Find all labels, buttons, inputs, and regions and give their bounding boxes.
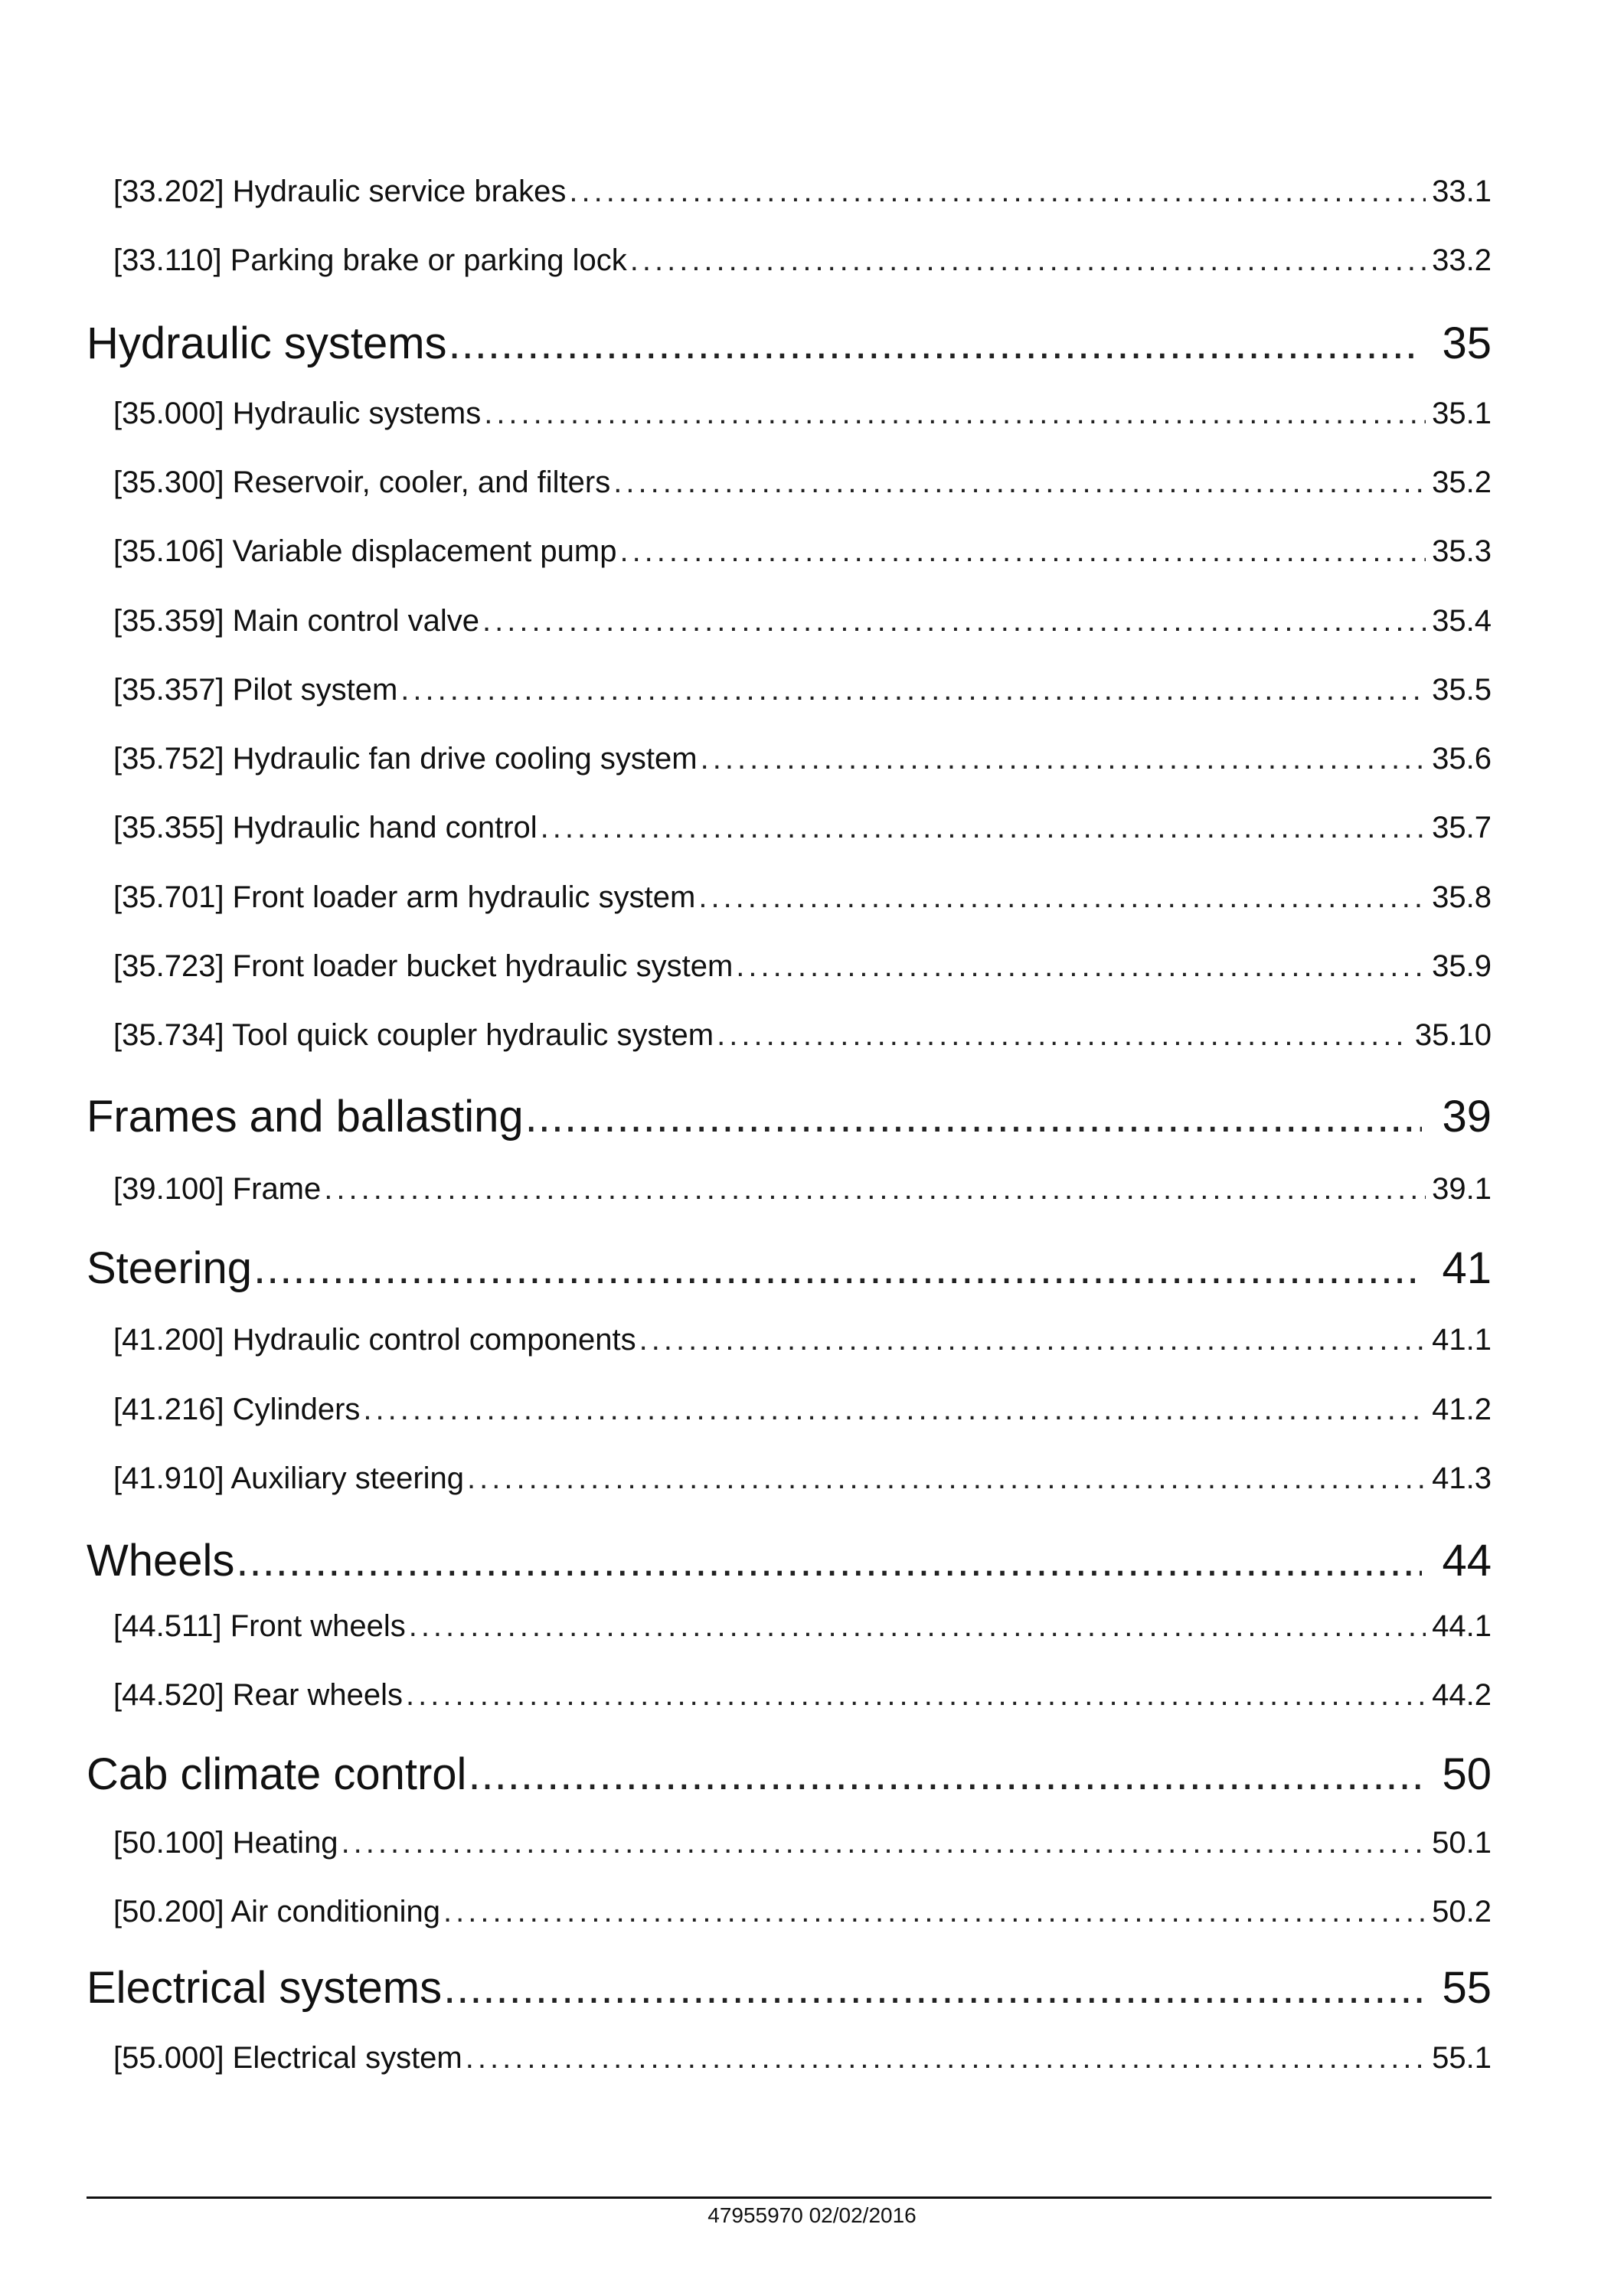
toc-page-number: 35 [1442, 318, 1492, 368]
toc-label: Wheels [87, 1536, 235, 1586]
toc-label: [39.100] Frame [113, 1172, 322, 1206]
toc-page-number: 44 [1442, 1536, 1492, 1586]
toc-page-number: 35.2 [1432, 465, 1492, 499]
toc-page-number: 44.1 [1432, 1609, 1492, 1643]
toc-page-number: 55 [1442, 1963, 1492, 2013]
toc-label: Frames and ballasting [87, 1092, 524, 1141]
toc-entry[interactable] [113, 1018, 1492, 1053]
toc-page-number: 35.7 [1432, 811, 1492, 844]
toc-label: [35.752] Hydraulic fan drive cooling system [113, 742, 698, 776]
toc-label: [35.723] Front loader bucket hydraulic system [113, 949, 734, 983]
toc-label: Steering [87, 1243, 253, 1293]
toc-page-number: 35.4 [1432, 604, 1492, 638]
toc-entry[interactable] [113, 949, 1492, 984]
toc-entry[interactable] [113, 1462, 1492, 1496]
toc-entry[interactable] [113, 1609, 1492, 1644]
dot-leader [698, 880, 1426, 915]
dot-leader [482, 604, 1426, 639]
toc-label: [41.216] Cylinders [113, 1393, 361, 1426]
toc-page-number: 35.5 [1432, 673, 1492, 707]
toc-page-number: 35.9 [1432, 949, 1492, 983]
dot-leader [736, 949, 1426, 984]
toc-page-number: 41 [1442, 1243, 1492, 1293]
toc-page-number: 33.2 [1432, 243, 1492, 277]
dot-leader [630, 243, 1426, 278]
toc-section[interactable] [87, 1091, 1492, 1142]
dot-leader [466, 2041, 1426, 2076]
toc-entry[interactable] [113, 880, 1492, 915]
toc-section[interactable] [87, 1749, 1492, 1800]
toc-page-number: 50.1 [1432, 1826, 1492, 1860]
toc-entry[interactable] [113, 1172, 1492, 1207]
dot-leader [341, 1826, 1426, 1860]
toc-label: [55.000] Electrical system [113, 2041, 462, 2075]
toc-label: [50.100] Heating [113, 1826, 338, 1860]
toc-label: [50.200] Air conditioning [113, 1895, 440, 1929]
toc-page-number: 39 [1442, 1092, 1492, 1141]
toc-label: Electrical systems [87, 1963, 443, 2013]
toc-page-number: 33.1 [1432, 175, 1492, 208]
toc-entry[interactable] [113, 465, 1492, 500]
toc-label: [35.357] Pilot system [113, 673, 398, 707]
dot-leader [541, 811, 1426, 845]
dot-leader [717, 1018, 1409, 1053]
dot-leader [468, 1749, 1422, 1800]
toc-entry[interactable] [113, 534, 1492, 569]
dot-leader [613, 465, 1426, 500]
dot-leader [569, 175, 1426, 209]
toc-page-number: 50 [1442, 1749, 1492, 1799]
footer-text: 47955970 02/02/2016 [707, 2203, 917, 2227]
dot-leader [467, 1462, 1426, 1496]
toc-page-number: 35.6 [1432, 742, 1492, 776]
toc-label: [35.000] Hydraulic systems [113, 397, 482, 430]
toc-page-number: 35.3 [1432, 534, 1492, 568]
toc-page-number: 35.1 [1432, 397, 1492, 430]
toc-entry[interactable] [113, 742, 1492, 776]
toc-label: [33.202] Hydraulic service brakes [113, 175, 567, 208]
toc-label: [41.910] Auxiliary steering [113, 1462, 465, 1495]
toc-entry[interactable] [113, 397, 1492, 431]
dot-leader [324, 1172, 1426, 1207]
toc-page-number: 41.3 [1432, 1462, 1492, 1495]
toc-label: [35.355] Hydraulic hand control [113, 811, 538, 844]
toc-label: [44.511] Front wheels [113, 1609, 406, 1643]
toc-page-number: 50.2 [1432, 1895, 1492, 1929]
toc-entry[interactable] [113, 1323, 1492, 1357]
toc-page-number: 44.2 [1432, 1678, 1492, 1712]
toc-entry[interactable] [113, 175, 1492, 209]
toc-section[interactable] [87, 1243, 1492, 1294]
toc-label: [35.359] Main control valve [113, 604, 480, 638]
toc-label: Hydraulic systems [87, 318, 447, 368]
dot-leader [619, 534, 1426, 569]
toc-entry[interactable] [113, 1826, 1492, 1860]
toc-page-number: 41.2 [1432, 1393, 1492, 1426]
toc-label: [41.200] Hydraulic control components [113, 1323, 636, 1357]
toc-page-number: 41.1 [1432, 1323, 1492, 1357]
dot-leader [443, 1895, 1426, 1929]
dot-leader [443, 1962, 1422, 2013]
toc-entry[interactable] [113, 2041, 1492, 2076]
toc-entry[interactable] [113, 811, 1492, 845]
dot-leader [484, 397, 1426, 431]
toc-entry[interactable] [113, 604, 1492, 639]
toc-label: [35.300] Reservoir, cooler, and filters [113, 465, 611, 499]
toc-label: [33.110] Parking brake or parking lock [113, 243, 627, 277]
dot-leader [639, 1323, 1426, 1357]
toc-page-number: 35.8 [1432, 880, 1492, 914]
toc-entry[interactable] [113, 243, 1492, 278]
toc-page-number: 35.10 [1414, 1018, 1492, 1052]
dot-leader [409, 1609, 1426, 1644]
toc-section[interactable] [87, 318, 1492, 369]
toc-entry[interactable] [113, 1678, 1492, 1713]
toc-label: [44.520] Rear wheels [113, 1678, 404, 1712]
toc-label: [35.734] Tool quick coupler hydraulic system [113, 1018, 714, 1052]
toc-page-number: 39.1 [1432, 1172, 1492, 1206]
toc-label: [35.701] Front loader arm hydraulic system [113, 880, 696, 914]
toc-label: Cab climate control [87, 1749, 467, 1799]
footer-rule [87, 2196, 1492, 2199]
toc-page-number: 55.1 [1432, 2041, 1492, 2075]
toc-section[interactable] [87, 1535, 1492, 1586]
toc-entry[interactable] [113, 1393, 1492, 1427]
dot-leader [236, 1535, 1422, 1586]
toc-label: [35.106] Variable displacement pump [113, 534, 617, 568]
toc-entry[interactable] [113, 1895, 1492, 1929]
dot-leader [400, 673, 1426, 707]
dot-leader [701, 742, 1426, 776]
dot-leader [449, 318, 1423, 369]
dot-leader [406, 1678, 1426, 1713]
toc-entry[interactable] [113, 673, 1492, 707]
toc-section[interactable] [87, 1962, 1492, 2013]
dot-leader [363, 1393, 1426, 1427]
dot-leader [253, 1243, 1422, 1294]
dot-leader [525, 1091, 1423, 1142]
